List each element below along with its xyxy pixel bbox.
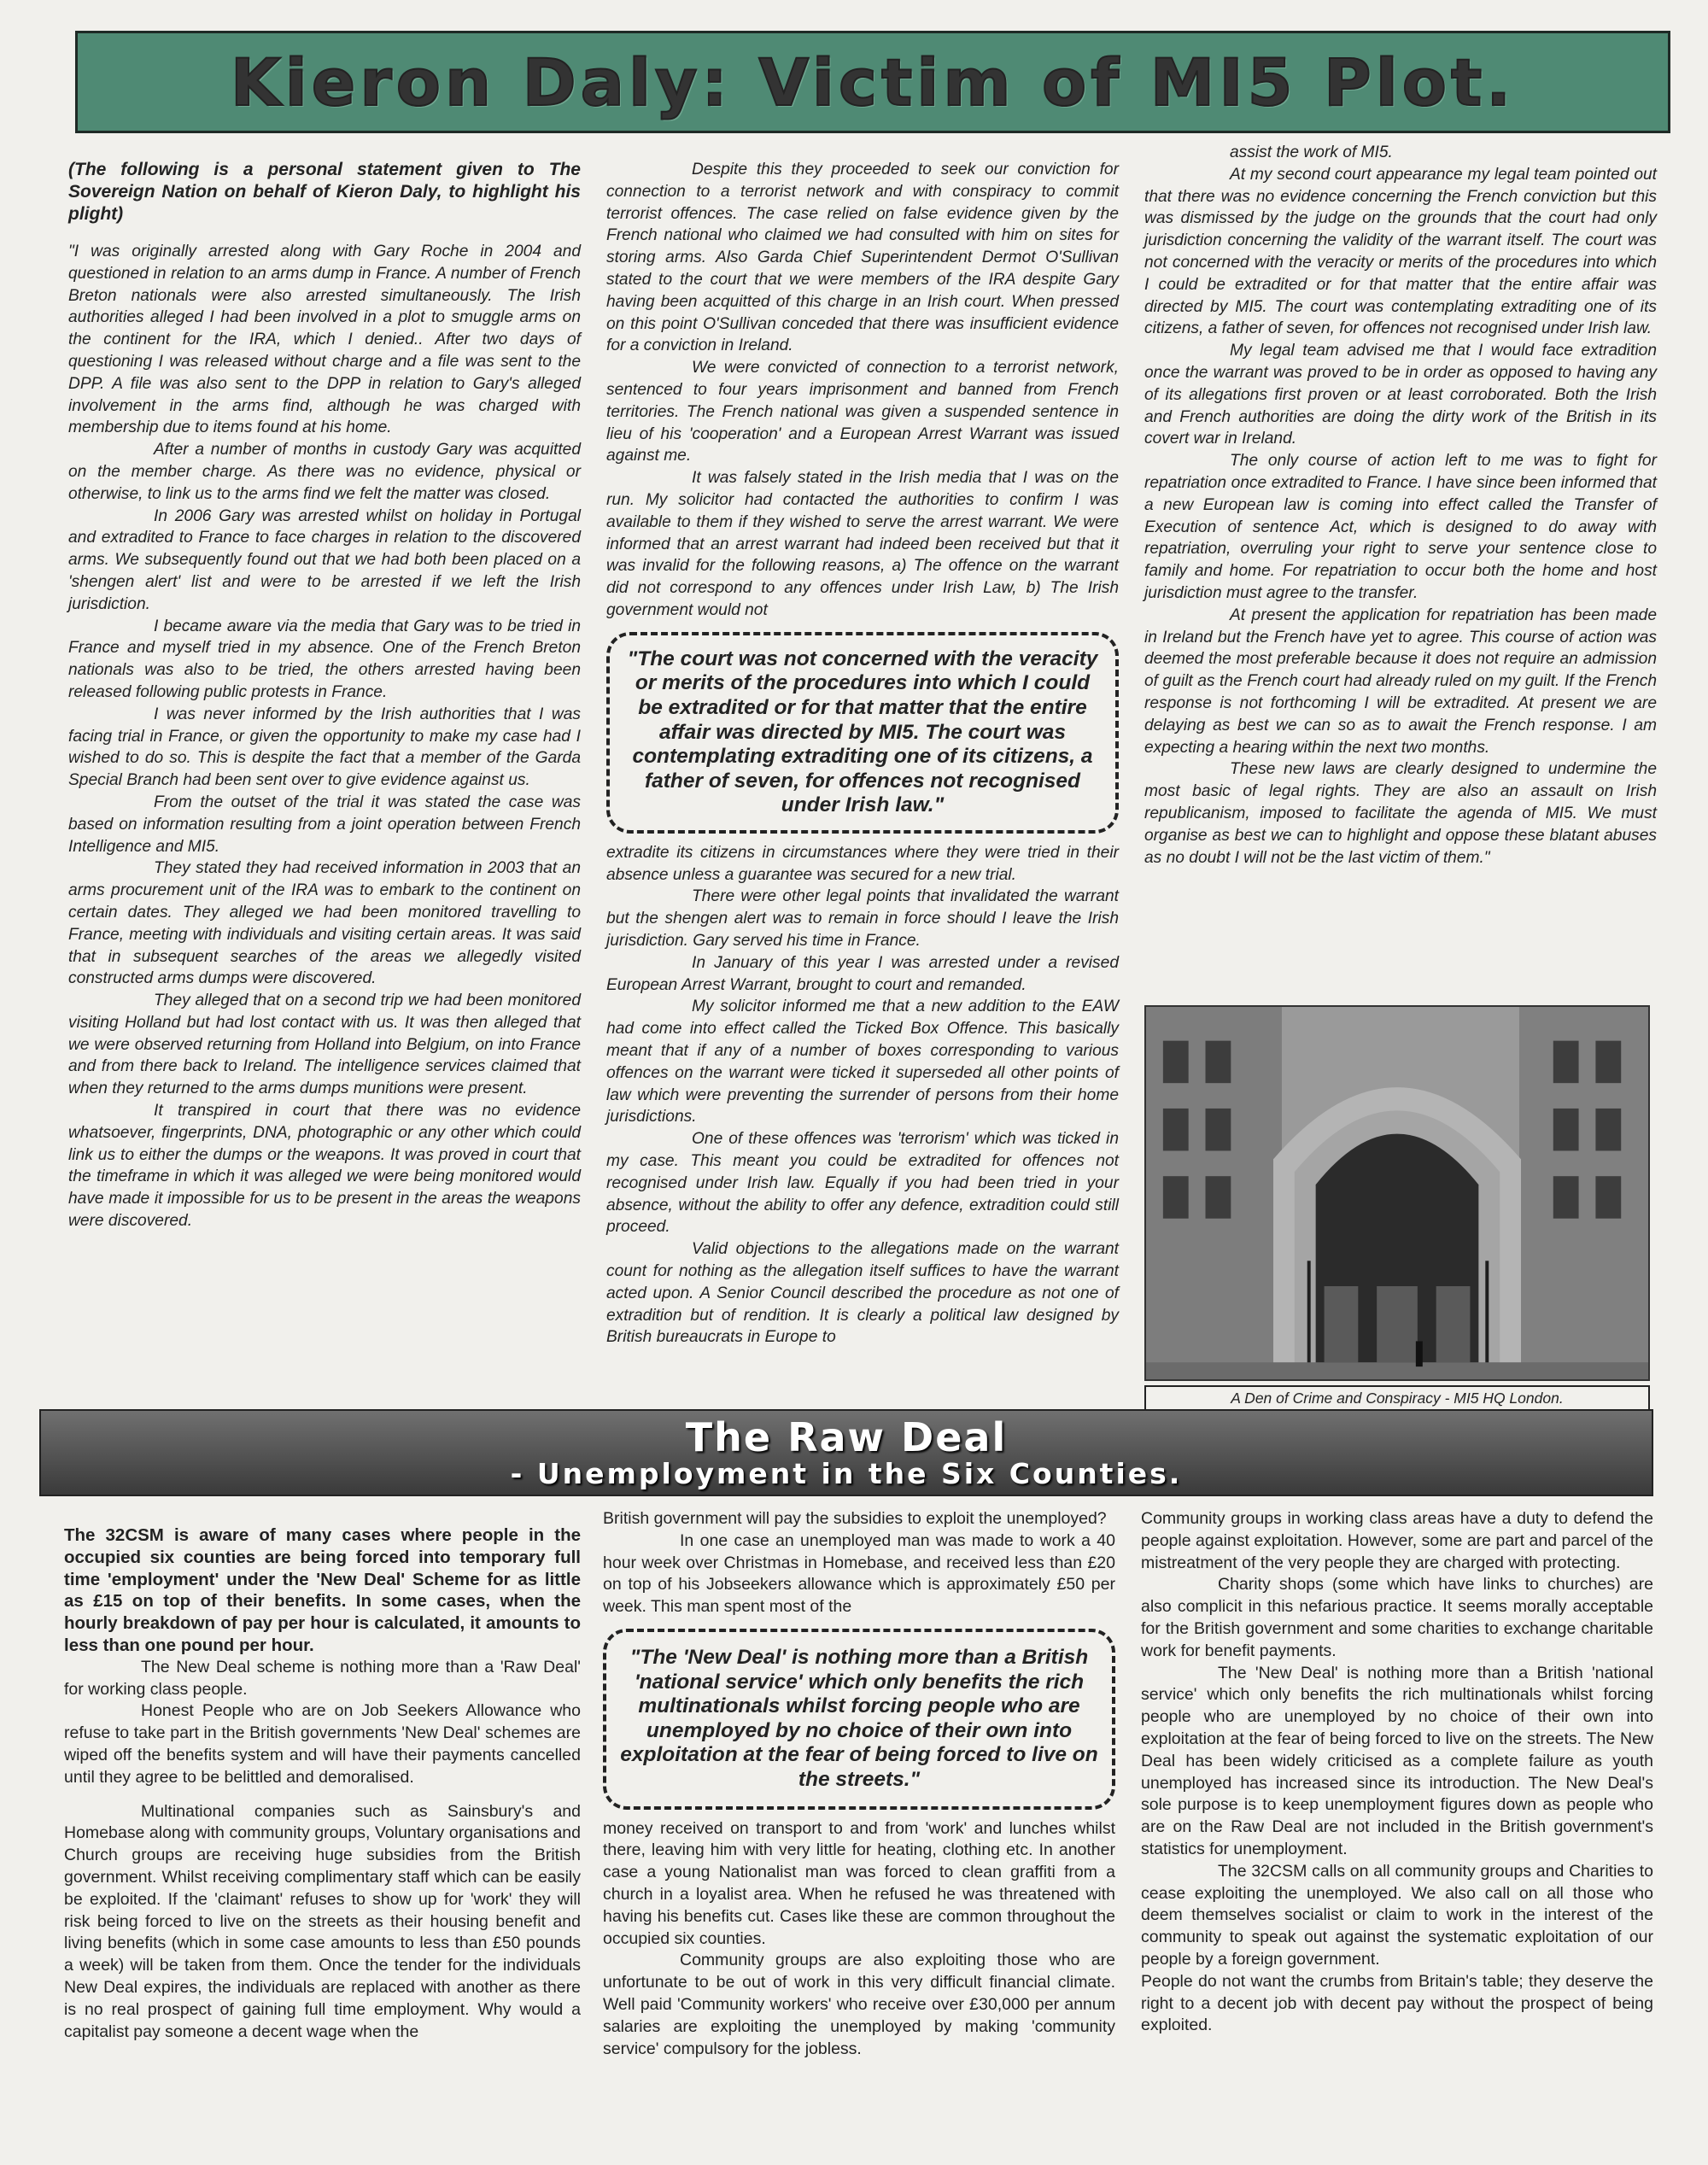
paragraph: After a number of months in custody Gary was acquitted on the member charge. As there was no evidence, physical or otherwise, to link us to the arms find we felt the matter was closed.	[68, 441, 581, 503]
article1-column-3	[1144, 142, 1657, 869]
paragraph: These new laws are clearly designed to undermine the most basic of legal rights. They are also an assault on Irish republicanism, imposed to facilitate the agenda of MI5. We must organise as best we can to highlight and oppose these blatant abuses as no doubt I will not be the last victim of them."	[1144, 760, 1657, 867]
paragraph: It was falsely stated in the Irish media that I was on the run. My solicitor had contacted the authorities to confirm I was available to them if they wished to serve the arrest warrant. We were informed that an arrest warrant had indeed been received but that it was invalid for the following reasons, a) The offence on the warrant did not correspond to any offences under Irish Law, b) The Irish government would not	[606, 469, 1119, 619]
paragraph: We were convicted of connection to a terrorist network, sentenced to four years imprisonment and banned from French territories. The French national was given a suspended sentence in lieu of his 'cooperation' and a European Arrest Warrant was issued against me.	[606, 359, 1119, 465]
raw-deal-banner	[39, 1409, 1653, 1496]
paragraph: It transpired in court that there was no evidence whatsoever, fingerprints, DNA, photographic or any other which could link us to either the dumps or the weapons. It was proved in court that the timeframe in which it was alleged we were being monitored would have made it impossible for us to be present in the areas the weapons were discovered.	[68, 1102, 581, 1231]
paragraph: Community groups are also exploiting those who are unfortunate to be out of work in this very difficult financial climate. Well paid 'Community workers' who receive over £30,000 per annum salaries are exploiting the unemployed by making 'community service' compulsory for the jobless.	[603, 1951, 1115, 2058]
paragraph: At present the application for repatriation has been made in Ireland but the French have yet to agree. This course of action was deemed the most preferable because it does not require an admission of guilt as the French court had already ruled on my guilt. If the French response is not forthcoming I will be extradited. At present we are delaying as best we can so as to await the French response. I am expecting a hearing within the next two months.	[1144, 606, 1657, 757]
article2-column-3	[1141, 1508, 1653, 2037]
photo-caption: A Den of Crime and Conspiracy - MI5 HQ London.	[1144, 1385, 1650, 1411]
paragraph: Charity shops (some which have links to churches) are also complicit in this nefarious practice. It seems morally acceptable for the British government and some charities to exchange charitable work for benefit payments.	[1141, 1575, 1653, 1660]
paragraph: There were other legal points that invalidated the warrant but the shengen alert was to remain in force should I leave the Irish jurisdiction. Gary served his time in France.	[606, 887, 1119, 951]
building-image	[1146, 1007, 1648, 1379]
paragraph: The 'New Deal' is nothing more than a British 'national service' which only benefits the rich multinationals whilst forcing people who are unemployed by no choice of their own into exploitation at the fear of being forced to live on the streets. The New Deal has been widely criticised as a complete failure as youth unemployed has increased since its introduction. The New Deal's sole purpose is to keep unemployment figures down as people who are on the Raw Deal are not included in the British government's statistics for unemployment.	[1141, 1663, 1653, 1858]
paragraph: One of these offences was 'terrorism' which was ticked in my case. This meant you could be extradited for offences not recognised under Irish law. Equally if you had been tried in your absence, without the ability to offer any defence, extradition could still proceed.	[606, 1130, 1119, 1237]
paragraph: Honest People who are on Job Seekers Allowance who refuse to take part in the British governments 'New Deal' schemes are wiped off the benefits system and will have their payments cancelled until they agree to be belittled and demoralised.	[64, 1701, 581, 1787]
article2-lead: The 32CSM is aware of many cases where people in the occupied six counties are being forced into temporary full time 'employment' under the 'New Deal' Scheme for as little as £15 on top of their benefits. In some cases, when the hourly breakdown of pay per hour is calculated, it amounts to less than one pound per hour.	[64, 1525, 581, 1655]
paragraph: The 32CSM calls on all community groups and Charities to cease exploiting the unemployed. We also call on all those who deem themselves socialist or claim to work in the interest of the community to speak out against the systematic exploitation of our people by a foreign government.	[1141, 1861, 1653, 1969]
mi5-building-photo	[1144, 1005, 1650, 1381]
paragraph: Multinational companies such as Sainsbury's and Homebase along with community groups, Voluntary organisations and Church groups are receiving huge subsidies from the British government. Whilst receiving complimentary staff which can be easily be exploited. If the 'claimant' refuses to show up for 'work' they will risk being forced to live on the streets as their housing benefit and living benefits (which in some case amounts to less than £50 pounds a week) will be taken from them. Once the tender for the individuals New Deal expires, the individuals are replaced with another as there is no real prospect of gaining full time employment. Why would a capitalist pay someone a decent wage when the	[64, 1801, 581, 2041]
paragraph: People do not want the crumbs from Britain's table; they deserve the right to a decent job with decent pay without the prospect of being exploited.	[1141, 1971, 1653, 2035]
paragraph: Community groups in working class areas have a duty to defend the people against exploitation. However, some are part and parcel of the mistreatment of the very people they are charged with protecting.	[1141, 1509, 1653, 1572]
paragraph: British government will pay the subsidies to exploit the unemployed?	[603, 1509, 1107, 1528]
paragraph: They alleged that on a second trip we had been monitored visiting Holland but had lost contact with us. It was then alleged that we were observed returning from Holland into Belgium, on into France and from there back to Ireland. The intelligence services claimed that when they returned to the arms dumps munitions were present.	[68, 992, 581, 1098]
article1-column-1	[68, 159, 581, 1232]
paragraph: assist the work of MI5.	[1230, 143, 1393, 161]
paragraph: My solicitor informed me that a new addition to the EAW had come into effect called the Ticked Box Offence. This basically meant that if any of a number of boxes corresponding to various offences on the warrant were ticked it superseded all other points of law which were preventing the surrender of persons from their home jurisdictions.	[606, 998, 1119, 1126]
article-title-banner	[75, 31, 1670, 133]
article-intro: (The following is a personal statement given to The Sovereign Nation on behalf of Kieron Daly, to highlight his plight)	[68, 160, 581, 224]
paragraph: "I was originally arrested along with Gary Roche in 2004 and questioned in relation to an arms dump in France. A number of French Breton nationals were also arrested simultaneously. The Irish authorities alleged I had been involved in a plot to smuggle arms on the continent for the IRA, which I denied.. After two days of questioning I was released without charge and a file was sent to the DPP. A file was also sent to the DPP in relation to Gary's alleged involvement in the arms find, although he was charged with membership due to items found at his home.	[68, 243, 581, 437]
pull-quote: "The 'New Deal' is nothing more than a British 'national service' which only benefits the rich multinationals whilst forcing people who are unemployed by no choice of their own into exploitation at the fear of being forced to live on the streets."	[603, 1629, 1115, 1810]
paragraph: At my second court appearance my legal team pointed out that there was no evidence concerning the French conviction but this was dismissed by the judge on the grounds that the court had only jurisdiction concerning the validity of the warrant itself. The court was not concerned with the veracity or merits of the procedures into which I could be extradited or for that matter that the entire affair was directed by MI5. The court was contemplating extraditing one of its citizens, a father of seven, for offences not recognised under Irish law.	[1144, 165, 1657, 338]
paragraph: In one case an unemployed man was made to work a 40 hour week over Christmas in Homebase, and received less than £20 on top of his Jobseekers allowance which is approximately £50 per week. This man spent most of the	[603, 1530, 1115, 1617]
paragraph: Despite this they proceeded to seek our conviction for connection to a terrorist network and with conspiracy to commit terrorist offences. The case relied on false evidence given by the French national who claimed we had consulted with him on sites for storing arms. Also Garda Chief Superintendent Dermot O'Sullivan stated to the court that we were members of the IRA despite Gary having been acquitted of this charge in an Irish court. When pressed on this point O'Sullivan conceded that there was insufficient evidence for a conviction in Ireland.	[606, 161, 1119, 355]
paragraph: From the outset of the trial it was stated the case was based on information resulting from a joint operation between French Intelligence and MI5.	[68, 793, 581, 856]
paragraph: In 2006 Gary was arrested whilst on holiday in Portugal and extradited to France to face charges in relation to the discovered arms. We subsequently found out that we had both been placed on a 'shengen alert' list and were to be arrested if we left the Irish jurisdiction.	[68, 506, 581, 613]
paragraph: I was never informed by the Irish authorities that I was facing trial in France, or given the opportunity to make my case had I wished to do so. This is despite the fact that a member of the Garda Special Branch had been sent over to give evidence against us.	[68, 705, 581, 790]
paragraph: The New Deal scheme is nothing more than a 'Raw Deal' for working class people.	[64, 1657, 581, 1699]
paragraph: My legal team advised me that I would face extradition once the warrant was proved to be in order as opposed to having any of its allegations first proven or at least corroborated. Both the Irish and French authorities are doing the dirty work of the British in its covert war in Ireland.	[1144, 342, 1657, 448]
raw-deal-subtitle: - Unemployment in the Six Counties.	[510, 1457, 1183, 1490]
article2-column-1	[64, 1524, 581, 2043]
article1-column-2	[606, 159, 1119, 1349]
paragraph: In January of this year I was arrested under a revised European Arrest Warrant, brought to court and remanded.	[606, 953, 1119, 994]
paragraph: money received on transport to and from 'work' and lunches whilst there, leaving him with very little for heating, clothing etc. In another case a young Nationalist man was forced to clean graffiti from a church in a loyalist area. When he refused he was threatened with having his benefits cut. Cases like these are common throughout the occupied six counties.	[603, 1818, 1115, 1948]
paragraph: Valid objections to the allegations made on the warrant count for nothing as the allegation itself suffices to have the warrant acted upon. A Senior Council described the procedure as not one of extradition but of rendition. It is clearly a political law designed by British bureaucrats in Europe to	[606, 1240, 1119, 1347]
paragraph: They stated they had received information in 2003 that an arms procurement unit of the IRA was to embark to the continent on certain dates. They alleged we had been monitored travelling to France, meeting with individuals and visiting certain areas. It was said that in subsequent searches of the areas we allegedly visited constructed arms dumps were discovered.	[68, 859, 581, 988]
article-title: Kieron Daly: Victim of MI5 Plot.	[230, 44, 1516, 120]
article2-column-2	[603, 1508, 1115, 2060]
paragraph: extradite its citizens in circumstances where they were tried in their absence unless a guarantee was secured for a new trial.	[606, 843, 1119, 884]
paragraph: The only course of action left to me was to fight for repatriation once extradited to France. I have since been informed that a new European law is coming into effect called the Transfer of Execution of sentence Act, which is designed to do away with repatriation, overruling your right to serve your sentence close to family and home. For repatriation to occur both the home and host jurisdiction must agree to the transfer.	[1144, 452, 1657, 602]
paragraph: I became aware via the media that Gary was to be tried in France and myself tried in my absence. One of the French Breton nationals was also to be tried, the others arrested having been released following public protests in France.	[68, 617, 581, 701]
pull-quote: "The court was not concerned with the veracity or merits of the procedures into which I could be extradited or for that matter that the entire affair was directed by MI5. The court was contemplating extraditing one of its citizens, a father of seven, for offences not recognised under Irish law."	[606, 632, 1119, 834]
raw-deal-title: The Raw Deal	[685, 1414, 1008, 1460]
